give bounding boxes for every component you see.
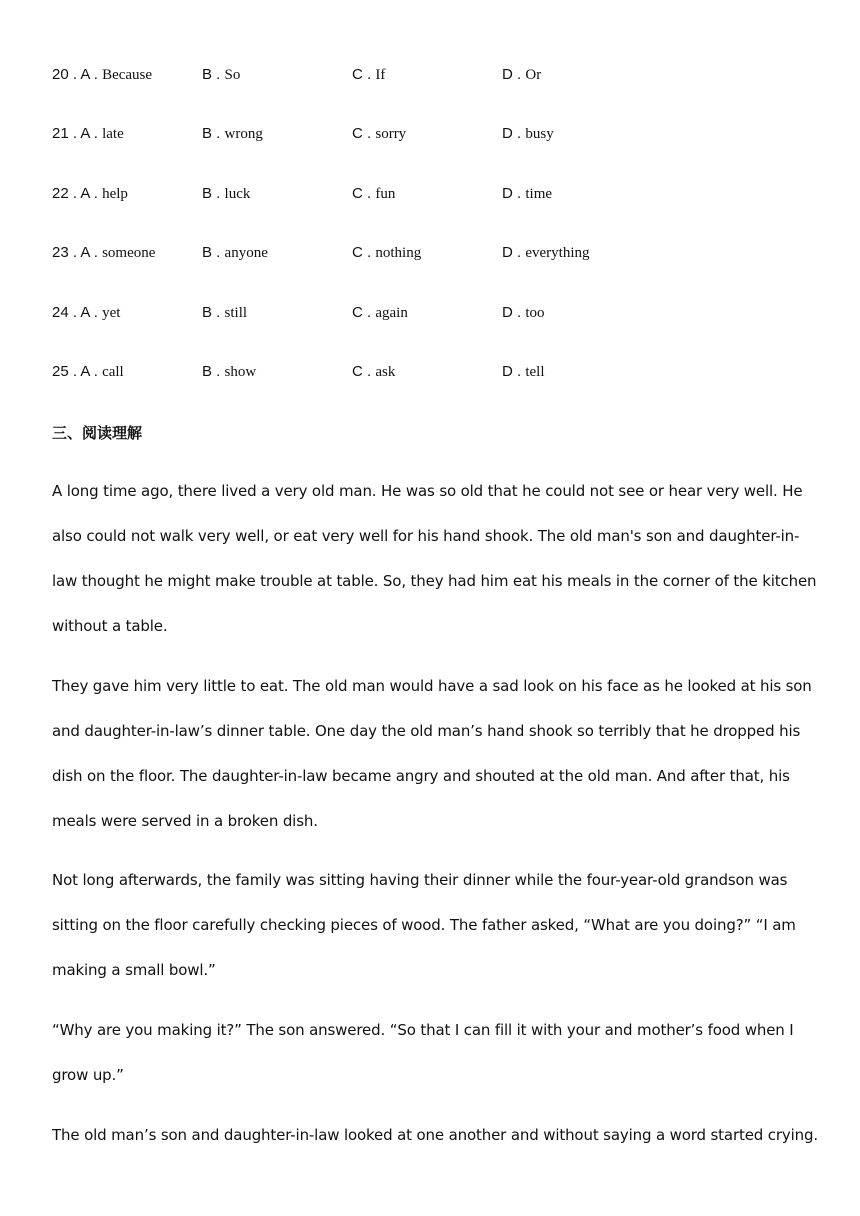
section-heading: 三、阅读理解 <box>52 424 143 442</box>
option-letter: D <box>502 66 513 83</box>
option-a: 25 . A . call <box>52 363 124 380</box>
option-text: still <box>224 305 248 321</box>
question-number: 25 <box>52 363 69 380</box>
option-b: B . show <box>202 363 257 380</box>
option-d: D . Or <box>502 66 542 83</box>
question-number: 24 <box>52 304 69 321</box>
option-letter: D <box>502 125 513 142</box>
option-text: anyone <box>224 245 268 261</box>
option-b: B . luck <box>202 185 251 202</box>
option-letter: B <box>202 304 213 321</box>
question-row-21 <box>52 122 752 146</box>
option-letter: B <box>202 185 213 202</box>
option-text: tell <box>525 364 545 380</box>
option-a: 23 . A . someone <box>52 244 156 261</box>
option-letter: C <box>352 304 363 321</box>
option-text: show <box>224 364 257 380</box>
option-letter: B <box>202 363 213 380</box>
option-text: everything <box>525 245 590 261</box>
option-letter: B <box>202 125 213 142</box>
option-c: C . sorry <box>352 125 407 142</box>
option-letter: D <box>502 244 513 261</box>
option-letter: D <box>502 304 513 321</box>
option-letter: C <box>352 363 363 380</box>
option-text: busy <box>525 126 554 142</box>
option-b: B . still <box>202 304 248 321</box>
option-letter: A <box>80 66 90 83</box>
option-c: C . If <box>352 66 386 83</box>
question-row-20 <box>52 63 752 87</box>
question-row-22 <box>52 182 752 206</box>
passage-paragraph-5: The old man’s son and daughter-in-law looked at one another and without saying a word started crying. <box>52 1126 818 1144</box>
option-d: D . everything <box>502 244 590 261</box>
option-a: 21 . A . late <box>52 125 124 142</box>
option-text: call <box>102 364 124 380</box>
option-a: 22 . A . help <box>52 185 128 202</box>
option-letter: B <box>202 244 213 261</box>
option-letter: C <box>352 185 363 202</box>
option-letter: C <box>352 66 363 83</box>
option-text: So <box>224 67 241 83</box>
option-letter: A <box>80 125 90 142</box>
option-text: again <box>375 305 408 321</box>
option-c: C . fun <box>352 185 396 202</box>
option-b: B . So <box>202 66 241 83</box>
option-letter: A <box>80 185 90 202</box>
passage-paragraph-2: They gave him very little to eat. The old man would have a sad look on his face as he looked at his son and daughter-in-law’s dinner table. One day the old man’s hand shook so terribly that he dropped his dish on the floor. The daughter-in-law became angry and shouted at the old man. And after that, his meals were served in a broken dish. <box>52 677 812 830</box>
option-text: Or <box>525 67 542 83</box>
option-letter: A <box>80 304 90 321</box>
option-text: sorry <box>375 126 407 142</box>
option-text: ask <box>375 364 396 380</box>
question-row-25 <box>52 360 752 384</box>
option-letter: D <box>502 363 513 380</box>
passage-paragraph-1: A long time ago, there lived a very old man. He was so old that he could not see or hear very well. He also could not walk very well, or eat very well for his hand shook. The old man's son and daughter-in-law thought he might make trouble at table. So, they had him eat his meals in the corner of the kitchen without a table. <box>52 482 817 635</box>
question-row-24 <box>52 301 752 325</box>
option-c: C . again <box>352 304 408 321</box>
option-text: fun <box>375 186 396 202</box>
question-number: 20 <box>52 66 69 83</box>
question-number: 23 <box>52 244 69 261</box>
option-text: nothing <box>375 245 422 261</box>
option-letter: A <box>80 363 90 380</box>
passage-paragraph-4: “Why are you making it?” The son answered. “So that I can fill it with your and mother’s food when I grow up.” <box>52 1021 794 1084</box>
option-d: D . time <box>502 185 553 202</box>
option-letter: A <box>80 244 90 261</box>
option-text: If <box>375 67 386 83</box>
question-row-23 <box>52 241 752 265</box>
option-c: C . nothing <box>352 244 422 261</box>
option-d: D . tell <box>502 363 545 380</box>
option-text: yet <box>102 305 121 321</box>
option-d: D . too <box>502 304 545 321</box>
option-text: someone <box>102 245 156 261</box>
option-letter: C <box>352 125 363 142</box>
option-text: help <box>102 186 128 202</box>
option-letter: B <box>202 66 213 83</box>
question-number: 22 <box>52 185 69 202</box>
question-number: 21 <box>52 125 69 142</box>
passage-paragraph-3: Not long afterwards, the family was sitting having their dinner while the four-year-old grandson was sitting on the floor carefully checking pieces of wood. The father asked, “What are you doing?” “I am making a small bowl.” <box>52 871 796 979</box>
option-text: Because <box>102 67 153 83</box>
option-a: 20 . A . Because <box>52 66 153 83</box>
option-text: luck <box>224 186 251 202</box>
option-d: D . busy <box>502 125 554 142</box>
option-a: 24 . A . yet <box>52 304 121 321</box>
option-b: B . anyone <box>202 244 268 261</box>
option-text: time <box>525 186 553 202</box>
option-letter: C <box>352 244 363 261</box>
option-text: wrong <box>224 126 263 142</box>
option-text: late <box>102 126 124 142</box>
option-text: too <box>525 305 545 321</box>
option-letter: D <box>502 185 513 202</box>
option-b: B . wrong <box>202 125 263 142</box>
option-c: C . ask <box>352 363 396 380</box>
